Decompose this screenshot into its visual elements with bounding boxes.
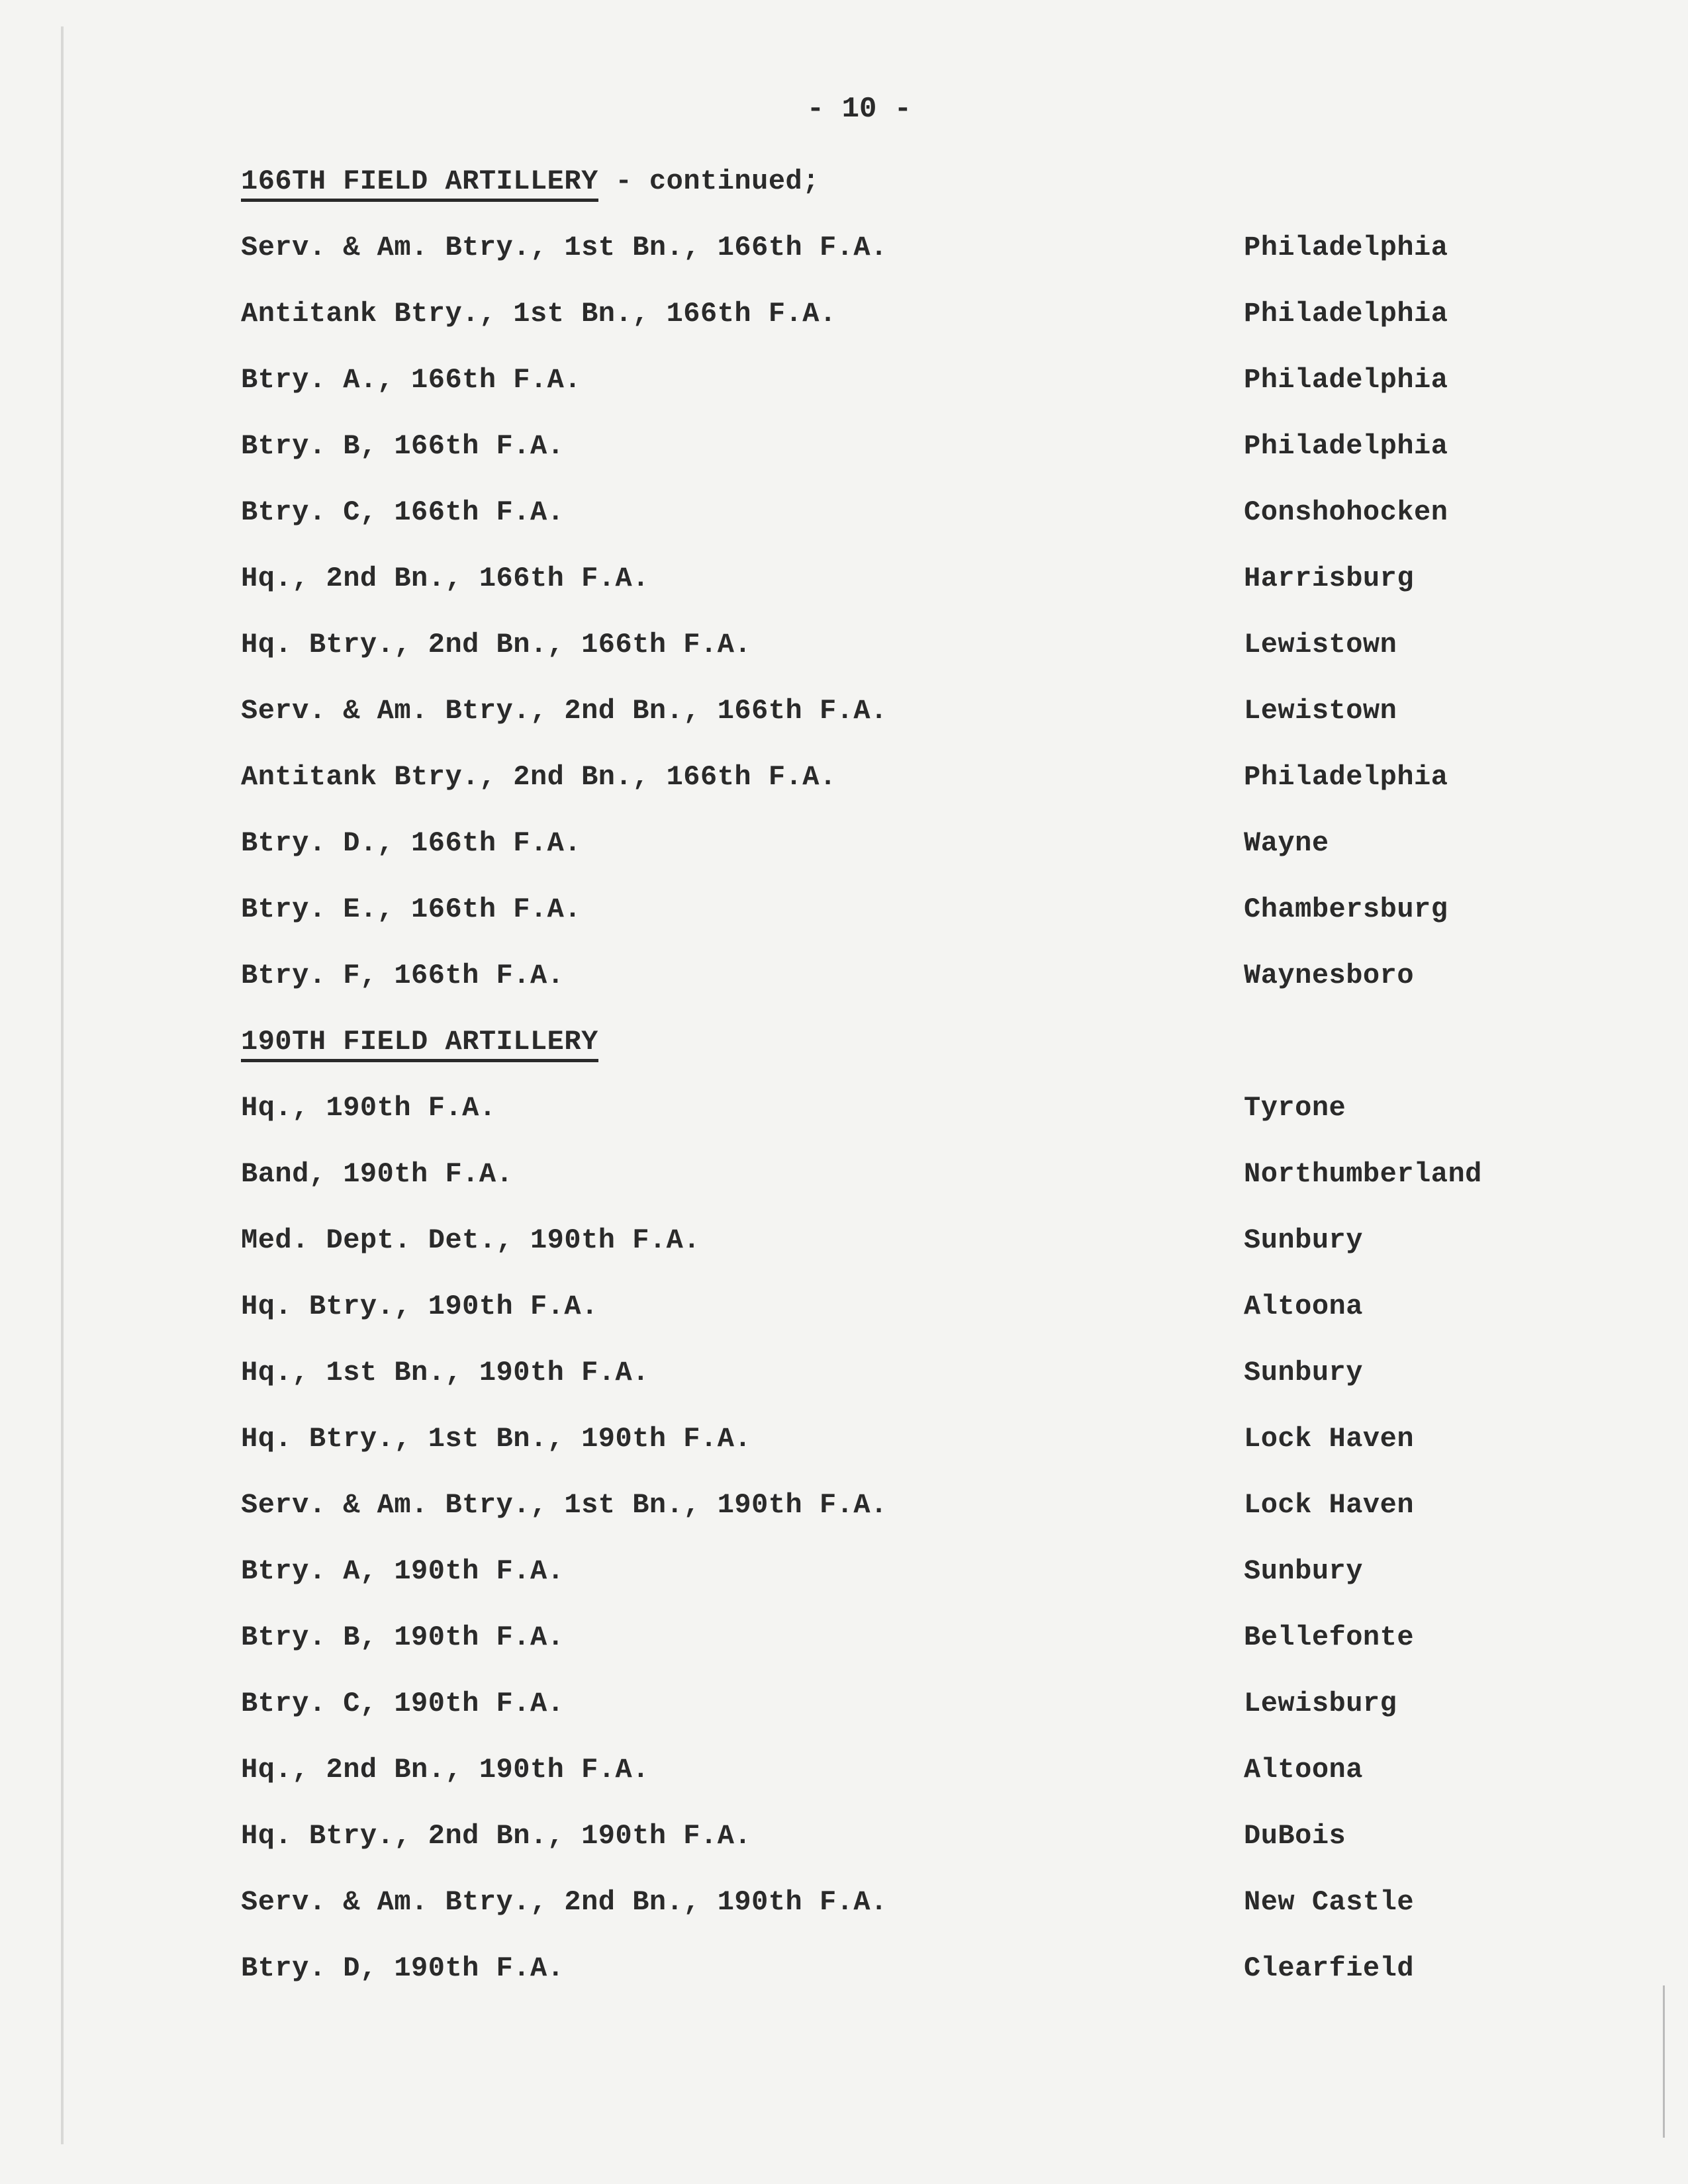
unit-name: Hq., 1st Bn., 190th F.A. bbox=[241, 1357, 649, 1388]
unit-location: DuBois bbox=[1244, 1820, 1346, 1852]
unit-location: Northumberland bbox=[1244, 1158, 1482, 1190]
unit-location: Lock Haven bbox=[1244, 1423, 1415, 1455]
section-heading bbox=[241, 163, 820, 200]
unit-name: Serv. & Am. Btry., 1st Bn., 166th F.A. bbox=[241, 232, 888, 263]
unit-location: New Castle bbox=[1244, 1886, 1415, 1918]
unit-location: Philadelphia bbox=[1244, 430, 1448, 462]
unit-name: Serv. & Am. Btry., 2nd Bn., 166th F.A. bbox=[241, 695, 888, 727]
unit-name: Hq., 2nd Bn., 190th F.A. bbox=[241, 1754, 649, 1786]
unit-location: Lock Haven bbox=[1244, 1489, 1415, 1521]
unit-location: Lewisburg bbox=[1244, 1688, 1397, 1719]
unit-name: Btry. B, 166th F.A. bbox=[241, 430, 565, 462]
unit-name: Btry. D, 190th F.A. bbox=[241, 1952, 565, 1984]
page-number: - 10 - bbox=[806, 93, 912, 126]
unit-location: Lewistown bbox=[1244, 629, 1397, 660]
unit-location: Altoona bbox=[1244, 1291, 1363, 1322]
unit-location: Chambersburg bbox=[1244, 893, 1448, 925]
unit-location: Wayne bbox=[1244, 827, 1329, 859]
section-heading-suffix: - continued; bbox=[598, 165, 820, 197]
unit-name: Hq. Btry., 190th F.A. bbox=[241, 1291, 598, 1322]
unit-name: Hq., 2nd Bn., 166th F.A. bbox=[241, 563, 649, 594]
unit-location: Sunbury bbox=[1244, 1224, 1363, 1256]
section-heading-title: 190TH FIELD ARTILLERY bbox=[241, 1026, 598, 1062]
unit-location: Philadelphia bbox=[1244, 364, 1448, 396]
unit-name: Btry. D., 166th F.A. bbox=[241, 827, 582, 859]
unit-location: Lewistown bbox=[1244, 695, 1397, 727]
unit-name: Band, 190th F.A. bbox=[241, 1158, 514, 1190]
unit-name: Btry. B, 190th F.A. bbox=[241, 1621, 565, 1653]
unit-location: Sunbury bbox=[1244, 1555, 1363, 1587]
page-edge-shadow-right bbox=[1663, 1985, 1665, 2138]
unit-name: Btry. A., 166th F.A. bbox=[241, 364, 582, 396]
unit-location: Clearfield bbox=[1244, 1952, 1415, 1984]
unit-location: Sunbury bbox=[1244, 1357, 1363, 1388]
unit-location: Tyrone bbox=[1244, 1092, 1346, 1124]
unit-name: Serv. & Am. Btry., 2nd Bn., 190th F.A. bbox=[241, 1886, 888, 1918]
unit-name: Btry. C, 166th F.A. bbox=[241, 496, 565, 528]
unit-name: Btry. C, 190th F.A. bbox=[241, 1688, 565, 1719]
unit-name: Antitank Btry., 2nd Bn., 166th F.A. bbox=[241, 761, 837, 793]
unit-location: Philadelphia bbox=[1244, 232, 1448, 263]
unit-location: Harrisburg bbox=[1244, 563, 1415, 594]
unit-location: Philadelphia bbox=[1244, 761, 1448, 793]
unit-location: Bellefonte bbox=[1244, 1621, 1415, 1653]
unit-name: Hq. Btry., 1st Bn., 190th F.A. bbox=[241, 1423, 752, 1455]
page-edge-shadow bbox=[61, 26, 64, 2144]
unit-location: Philadelphia bbox=[1244, 298, 1448, 330]
unit-location: Altoona bbox=[1244, 1754, 1363, 1786]
unit-location: Waynesboro bbox=[1244, 960, 1415, 991]
unit-name: Btry. F, 166th F.A. bbox=[241, 960, 565, 991]
unit-name: Serv. & Am. Btry., 1st Bn., 190th F.A. bbox=[241, 1489, 888, 1521]
section-heading bbox=[241, 1023, 598, 1060]
unit-name: Antitank Btry., 1st Bn., 166th F.A. bbox=[241, 298, 837, 330]
unit-name: Btry. A, 190th F.A. bbox=[241, 1555, 565, 1587]
unit-name: Hq. Btry., 2nd Bn., 166th F.A. bbox=[241, 629, 752, 660]
unit-name: Hq., 190th F.A. bbox=[241, 1092, 496, 1124]
unit-location: Conshohocken bbox=[1244, 496, 1448, 528]
section-heading-title: 166TH FIELD ARTILLERY bbox=[241, 165, 598, 202]
unit-name: Btry. E., 166th F.A. bbox=[241, 893, 582, 925]
unit-name: Hq. Btry., 2nd Bn., 190th F.A. bbox=[241, 1820, 752, 1852]
unit-name: Med. Dept. Det., 190th F.A. bbox=[241, 1224, 701, 1256]
